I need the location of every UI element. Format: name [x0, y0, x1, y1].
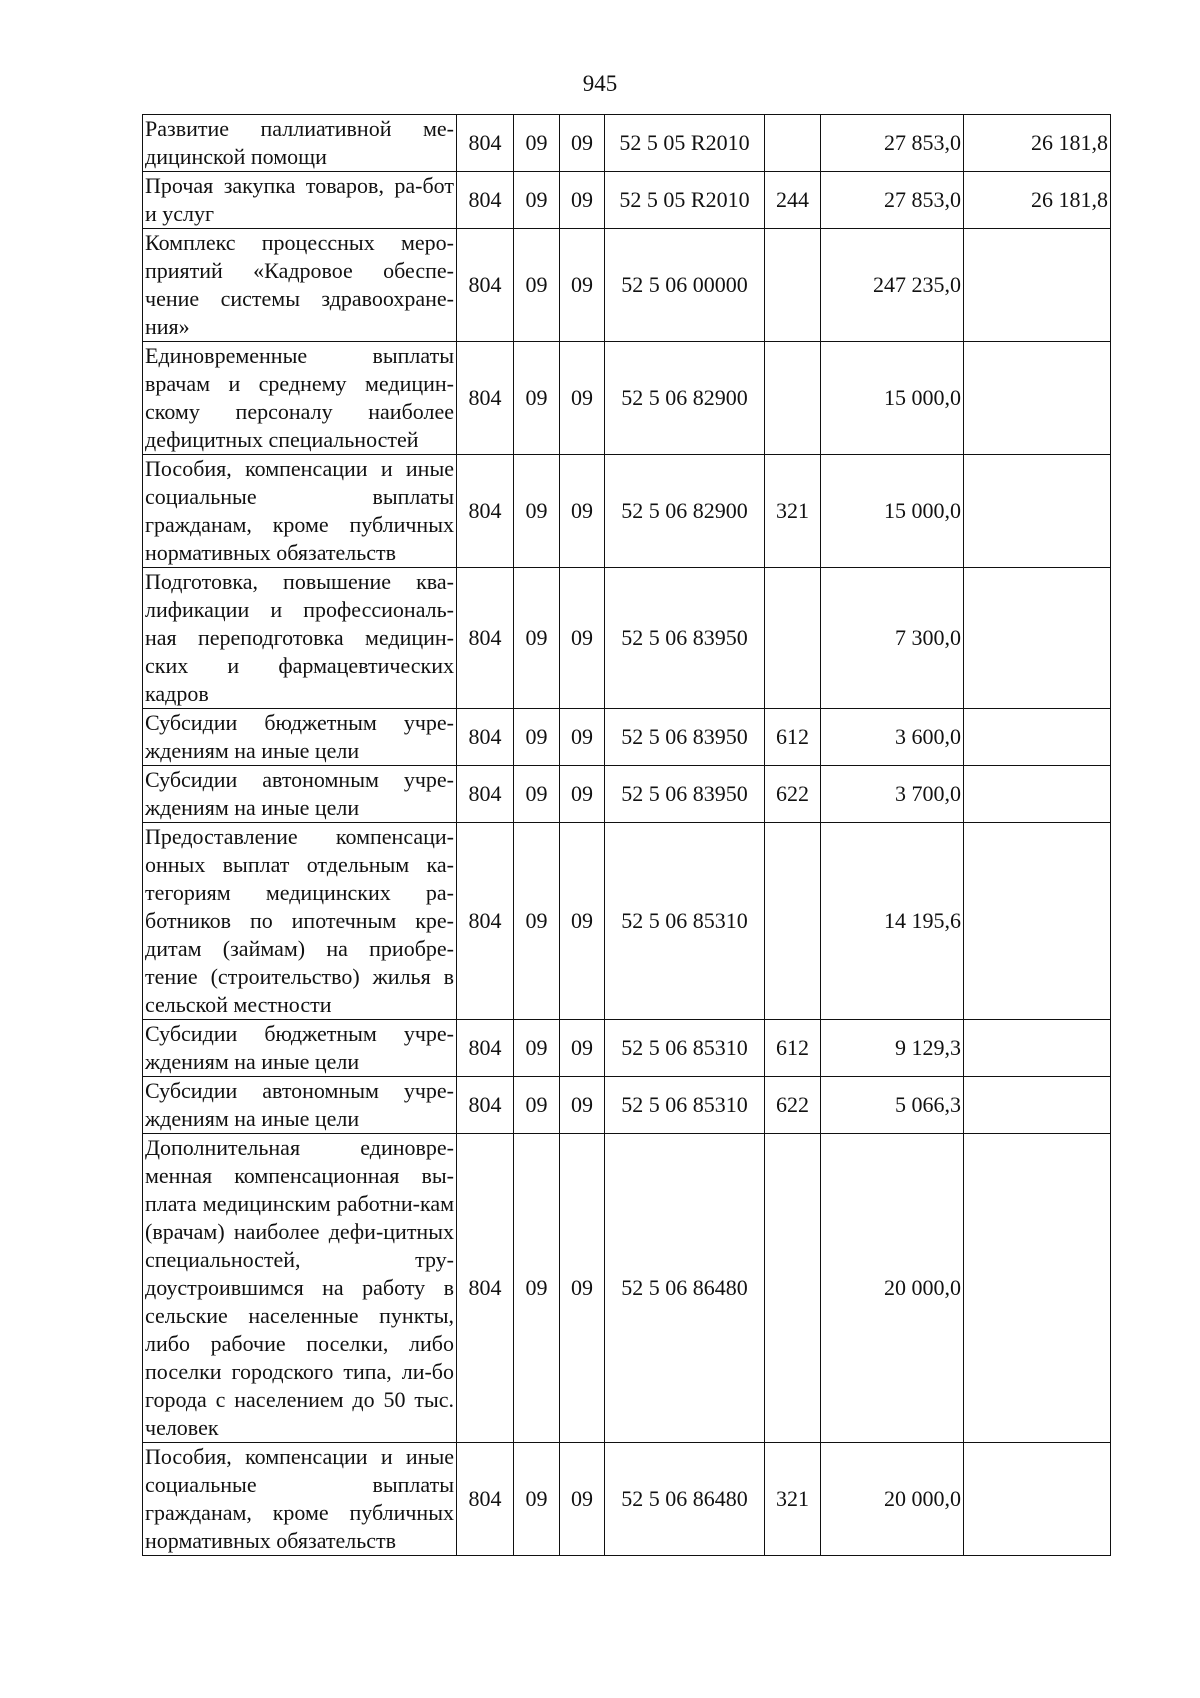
- row-target-code: 52 5 06 85310: [605, 1077, 765, 1134]
- row-section-code: 09: [514, 1077, 560, 1134]
- table-row: [143, 766, 1111, 823]
- row-subsection-code: 09: [560, 709, 605, 766]
- row-section-code: 09: [514, 455, 560, 568]
- row-amount-2: 26 181,8: [964, 115, 1111, 172]
- row-expense-kind: 321: [765, 455, 821, 568]
- row-ministry-code: 804: [457, 1077, 514, 1134]
- row-expense-kind: [765, 115, 821, 172]
- table-row: [143, 172, 1111, 229]
- row-target-code: 52 5 06 86480: [605, 1443, 765, 1556]
- row-subsection-code: 09: [560, 229, 605, 342]
- row-ministry-code: 804: [457, 115, 514, 172]
- row-section-code: 09: [514, 766, 560, 823]
- row-amount-1: 3 700,0: [821, 766, 964, 823]
- row-name: Прочая закупка товаров, ра-бот и услуг: [143, 172, 457, 229]
- row-expense-kind: [765, 342, 821, 455]
- table-row: [143, 455, 1111, 568]
- row-target-code: 52 5 05 R2010: [605, 172, 765, 229]
- row-expense-kind: 244: [765, 172, 821, 229]
- row-subsection-code: 09: [560, 766, 605, 823]
- row-section-code: 09: [514, 1134, 560, 1443]
- row-subsection-code: 09: [560, 1134, 605, 1443]
- row-amount-2: [964, 766, 1111, 823]
- row-amount-1: 247 235,0: [821, 229, 964, 342]
- row-target-code: 52 5 06 83950: [605, 568, 765, 709]
- row-ministry-code: 804: [457, 1443, 514, 1556]
- row-subsection-code: 09: [560, 455, 605, 568]
- row-target-code: 52 5 05 R2010: [605, 115, 765, 172]
- table-row: [143, 1020, 1111, 1077]
- row-subsection-code: 09: [560, 1077, 605, 1134]
- row-ministry-code: 804: [457, 1020, 514, 1077]
- row-ministry-code: 804: [457, 172, 514, 229]
- row-amount-1: 14 195,6: [821, 823, 964, 1020]
- row-target-code: 52 5 06 82900: [605, 455, 765, 568]
- row-expense-kind: [765, 823, 821, 1020]
- row-amount-1: 9 129,3: [821, 1020, 964, 1077]
- table-row: [143, 342, 1111, 455]
- row-amount-2: [964, 1443, 1111, 1556]
- table-row: [143, 568, 1111, 709]
- row-name: Предоставление компенсаци-онных выплат отдельным ка-тегориям медицинских ра-ботников по ипотечным кре-дитам (займам) на приобре-тение (строительство) жилья в сельской местности: [143, 823, 457, 1020]
- row-ministry-code: 804: [457, 455, 514, 568]
- row-name: Субсидии бюджетным учре-ждениям на иные цели: [143, 709, 457, 766]
- row-section-code: 09: [514, 1443, 560, 1556]
- row-target-code: 52 5 06 83950: [605, 766, 765, 823]
- table-row: [143, 1077, 1111, 1134]
- row-target-code: 52 5 06 83950: [605, 709, 765, 766]
- table-row: [143, 229, 1111, 342]
- row-amount-2: [964, 1077, 1111, 1134]
- row-amount-2: [964, 1020, 1111, 1077]
- row-ministry-code: 804: [457, 342, 514, 455]
- row-amount-2: [964, 709, 1111, 766]
- row-name: Субсидии автономным учре-ждениям на иные цели: [143, 766, 457, 823]
- row-target-code: 52 5 06 85310: [605, 1020, 765, 1077]
- row-section-code: 09: [514, 115, 560, 172]
- table-row: [143, 709, 1111, 766]
- row-subsection-code: 09: [560, 568, 605, 709]
- row-subsection-code: 09: [560, 172, 605, 229]
- row-amount-1: 27 853,0: [821, 115, 964, 172]
- budget-table: [142, 114, 1111, 1556]
- row-name: Субсидии бюджетным учре-ждениям на иные цели: [143, 1020, 457, 1077]
- row-ministry-code: 804: [457, 568, 514, 709]
- row-ministry-code: 804: [457, 823, 514, 1020]
- row-ministry-code: 804: [457, 709, 514, 766]
- row-target-code: 52 5 06 85310: [605, 823, 765, 1020]
- row-subsection-code: 09: [560, 1443, 605, 1556]
- row-name: Развитие паллиативной ме-дицинской помощи: [143, 115, 457, 172]
- table-row: [143, 115, 1111, 172]
- row-amount-1: 15 000,0: [821, 455, 964, 568]
- row-section-code: 09: [514, 709, 560, 766]
- table-row: [143, 1443, 1111, 1556]
- row-target-code: 52 5 06 82900: [605, 342, 765, 455]
- row-amount-1: 3 600,0: [821, 709, 964, 766]
- row-section-code: 09: [514, 229, 560, 342]
- row-amount-2: [964, 229, 1111, 342]
- row-subsection-code: 09: [560, 823, 605, 1020]
- row-expense-kind: 321: [765, 1443, 821, 1556]
- row-section-code: 09: [514, 342, 560, 455]
- row-amount-2: [964, 1134, 1111, 1443]
- row-expense-kind: 612: [765, 1020, 821, 1077]
- row-expense-kind: 622: [765, 1077, 821, 1134]
- row-expense-kind: [765, 568, 821, 709]
- row-expense-kind: [765, 1134, 821, 1443]
- row-amount-1: 20 000,0: [821, 1134, 964, 1443]
- row-section-code: 09: [514, 172, 560, 229]
- row-subsection-code: 09: [560, 115, 605, 172]
- row-name: Единовременные выплаты врачам и среднему медицин-скому персоналу наиболее дефицитных специальностей: [143, 342, 457, 455]
- row-expense-kind: 612: [765, 709, 821, 766]
- row-amount-2: [964, 568, 1111, 709]
- row-section-code: 09: [514, 568, 560, 709]
- row-subsection-code: 09: [560, 342, 605, 455]
- row-amount-1: 15 000,0: [821, 342, 964, 455]
- row-name: Субсидии автономным учре-ждениям на иные цели: [143, 1077, 457, 1134]
- row-name: Комплекс процессных меро-приятий «Кадровое обеспе-чение системы здравоохране-ния»: [143, 229, 457, 342]
- row-name: Подготовка, повышение ква-лификации и профессиональ-ная переподготовка медицин-ских и фармацевтических кадров: [143, 568, 457, 709]
- row-target-code: 52 5 06 00000: [605, 229, 765, 342]
- row-ministry-code: 804: [457, 766, 514, 823]
- row-ministry-code: 804: [457, 229, 514, 342]
- table-row: [143, 1134, 1111, 1443]
- row-amount-1: 20 000,0: [821, 1443, 964, 1556]
- row-section-code: 09: [514, 1020, 560, 1077]
- table-row: [143, 823, 1111, 1020]
- row-name: Пособия, компенсации и иные социальные выплаты гражданам, кроме публичных нормативных обязательств: [143, 1443, 457, 1556]
- page-number: 945: [582, 71, 618, 96]
- row-name: Дополнительная единовре-менная компенсационная вы-плата медицинским работни-кам (врачам) наиболее дефи-цитных специальностей, тру-доустроившимся на работу в сельские населенные пункты, либо рабочие поселки, либо поселки городского типа, ли-бо города с населением до 50 тыс. человек: [143, 1134, 457, 1443]
- row-section-code: 09: [514, 823, 560, 1020]
- row-amount-2: [964, 823, 1111, 1020]
- row-expense-kind: 622: [765, 766, 821, 823]
- row-amount-2: 26 181,8: [964, 172, 1111, 229]
- row-ministry-code: 804: [457, 1134, 514, 1443]
- row-amount-2: [964, 455, 1111, 568]
- row-amount-1: 5 066,3: [821, 1077, 964, 1134]
- row-target-code: 52 5 06 86480: [605, 1134, 765, 1443]
- row-subsection-code: 09: [560, 1020, 605, 1077]
- row-expense-kind: [765, 229, 821, 342]
- row-amount-1: 7 300,0: [821, 568, 964, 709]
- row-name: Пособия, компенсации и иные социальные выплаты гражданам, кроме публичных нормативных обязательств: [143, 455, 457, 568]
- row-amount-1: 27 853,0: [821, 172, 964, 229]
- row-amount-2: [964, 342, 1111, 455]
